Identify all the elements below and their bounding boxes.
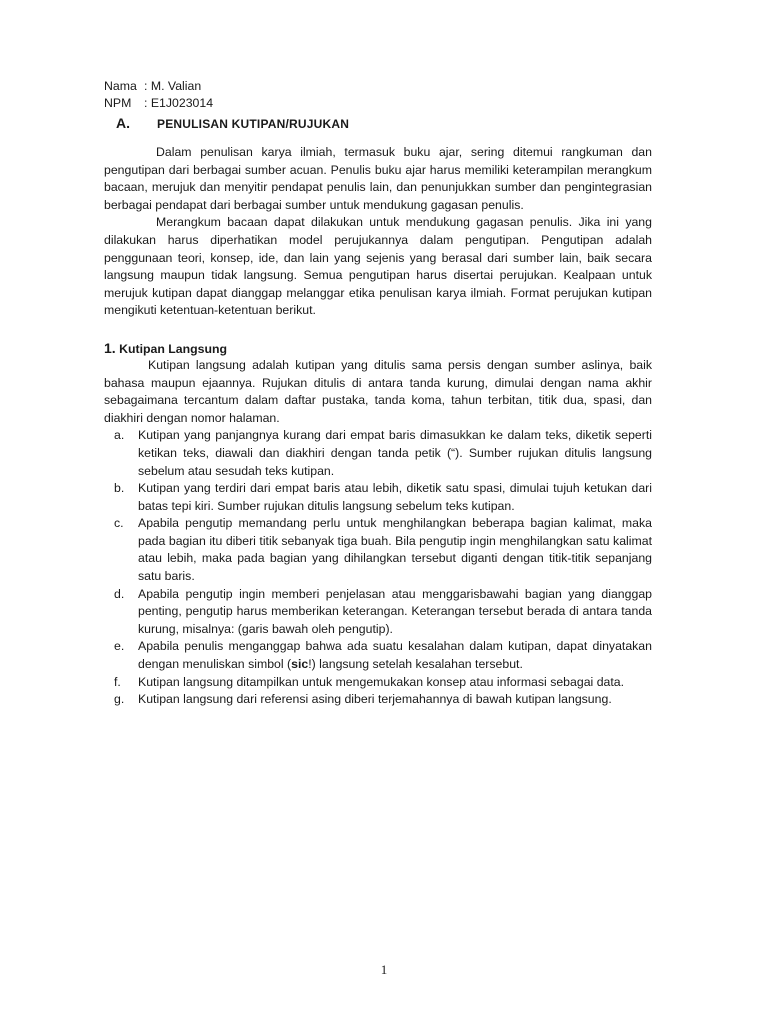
section-a-heading [104, 113, 652, 133]
rules-list [104, 427, 652, 709]
list-item-text: Kutipan yang panjangnya kurang dari empat baris dimasukkan ke dalam teks, diketik seperti ketikan teks, diawali dan diakhiri dengan tanda petik (“). Sumber rujukan ditulis langsung sebelum atau sesudah teks kutipan. [138, 428, 652, 478]
section-a-title: PENULISAN KUTIPAN/RUJUKAN [157, 117, 350, 131]
list-item-text [138, 638, 652, 673]
subsection-1-heading [104, 339, 652, 357]
list-item-b [104, 480, 652, 515]
list-item-e [104, 638, 652, 673]
npm-line [104, 95, 652, 112]
name-label: Nama [104, 79, 137, 93]
list-item-text: Kutipan yang terdiri dari empat baris atau lebih, diketik satu spasi, dimulai tujuh ketukan dari batas tepi kiri. Sumber rujukan ditulis langsung sebelum teks kutipan. [138, 481, 652, 513]
list-item-text-after: !) langsung setelah kesalahan tersebut. [308, 657, 523, 672]
list-marker: f. [114, 674, 121, 689]
list-item-a [104, 427, 652, 480]
document-page [104, 78, 652, 709]
page-number: 1 [380, 962, 388, 977]
list-item-d [104, 586, 652, 639]
list-item-text-before: Apabila penulis menganggap bahwa ada suatu kesalahan dalam kutipan, dapat dinyatakan dengan menuliskan simbol ( [138, 639, 652, 672]
list-item-f [104, 674, 652, 692]
list-marker: b. [114, 481, 125, 496]
subsection-1-intro: Kutipan langsung adalah kutipan yang ditulis sama persis dengan sumber aslinya, baik bahasa maupun ejaannya. Rujukan ditulis di antara tanda kurung, dimulai dengan nama akhir sebagaimana tercantum dalam daftar pustaka, tanda koma, tahun terbitan, titik dua, spasi, dan diakhiri dengan nomor halaman. [104, 357, 652, 425]
list-marker: d. [114, 586, 125, 601]
sic-symbol: sic [291, 657, 309, 672]
paragraph-1: Dalam penulisan karya ilmiah, termasuk buku ajar, sering ditemui rangkuman dan pengutipan dari berbagai sumber acuan. Penulis buku ajar harus memiliki keterampilan merangkum bacaan, merujuk dan menyitir pendapat penulis lain, dan penunjukkan sumber dan pengintegrasian berbagai pendapat dari berbagai sumber untuk mendukung gagasan penulis. [104, 145, 652, 212]
npm-value: : E1J023014 [144, 96, 214, 110]
name-value: : M. Valian [144, 79, 202, 93]
list-marker: a. [114, 428, 125, 443]
subsection-1-number: 1. [104, 339, 116, 356]
list-item-text: Apabila pengutip ingin memberi penjelasan atau menggarisbawahi bagian yang dianggap penting, pengutip harus memberikan keterangan. Keterangan tersebut berada di antara tanda kurung, misalnya: (garis bawah oleh pengutip). [138, 586, 652, 636]
list-item-g [104, 691, 652, 709]
list-marker: e. [114, 639, 125, 654]
section-a-letter: A. [116, 115, 130, 131]
list-marker: c. [114, 516, 124, 531]
subsection-1-title: Kutipan Langsung [119, 341, 228, 356]
list-item-text: Kutipan langsung ditampilkan untuk mengemukakan konsep atau informasi sebagai data. [138, 674, 625, 689]
npm-label: NPM [104, 96, 132, 110]
list-item-text: Apabila pengutip memandang perlu untuk menghilangkan beberapa bagian kalimat, maka pada bagian itu diberi titik sebanyak tiga buah. Bila pengutip ingin menghilangkan satu kalimat atau lebih, maka pada bagian yang dihilangkan tersebut diganti dengan titik-titik sepanjang satu baris. [138, 516, 652, 584]
name-line [104, 78, 652, 95]
paragraph-2: Merangkum bacaan dapat dilakukan untuk mendukung gagasan penulis. Jika ini yang dilakukan harus diperhatikan model perujukannya dalam pengutipan. Pengutipan adalah penggunaan teori, konsep, ide, dan lain yang sejenis yang berasal dari sumber lain, baik secara langsung maupun tidak langsung. Semua pengutipan harus disertai perujukan. Kealpaan untuk merujuk kutipan dapat dianggap melanggar etika penulisan karya ilmiah. Format perujukan kutipan mengikuti ketentuan-ketentuan berikut. [104, 215, 652, 318]
list-marker: g. [114, 692, 125, 707]
list-item-text: Kutipan langsung dari referensi asing diberi terjemahannya di bawah kutipan langsung. [138, 692, 612, 707]
list-item-c [104, 515, 652, 585]
